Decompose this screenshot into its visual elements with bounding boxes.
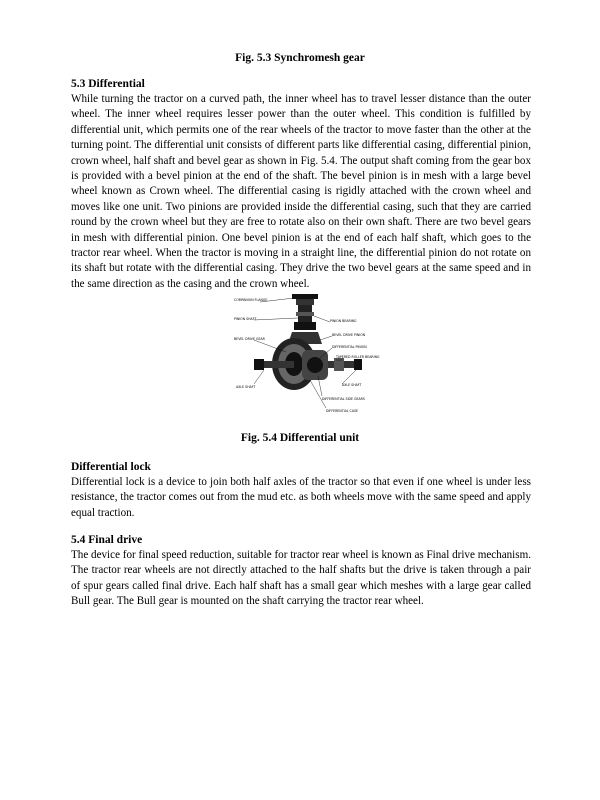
label-differential-pinion: DIFFERENTIAL PINION [332, 345, 367, 349]
fig-5-4-caption: Fig. 5.4 Differential unit [240, 432, 360, 444]
differential-lock-body: Differential lock is a device to join both half axles of the tractor so that even if one wheel is under less resistance, the tractor comes out from the mud etc. as both wheels move with the same speed and apply equal traction. [71, 476, 531, 519]
label-pinion-shaft: PINION SHAFT [234, 317, 257, 321]
differential-unit-illustration [230, 292, 380, 422]
label-differential-side-gears: DIFFERENTIAL SIDE GEARS [322, 397, 365, 401]
label-tapered-roller-bearing: TAPERED ROLLER BEARING [336, 355, 380, 359]
label-axle-shaft-right: AXLE SHAFT [342, 383, 362, 387]
section-5-4-heading: 5.4 Final drive [71, 534, 143, 546]
section-5-4-body: The device for final speed reduction, suitable for tractor rear wheel is known as Final drive mechanism. The tractor rear wheels are not directly attached to the half shafts but the drive is taken through a pair of spur gears called final drive. Each half shaft has a small gear which meshes with a large gear called Bull gear. The Bull gear is mounted on the shaft carrying the tractor rear wheel. [71, 549, 531, 608]
label-bevel-drive-gear: BEVEL DRIVE GEAR [234, 337, 265, 341]
label-differential-case: DIFFERENTIAL CASE [326, 409, 358, 413]
differential-unit-figure [230, 292, 380, 422]
label-bevel-drive-pinion: BEVEL DRIVE PINION [332, 333, 366, 337]
section-5-3-body: While turning the tractor on a curved path, the inner wheel has to travel lesser distance than the outer wheel. The inner wheel requires lesser power than the outer wheel. This condition is fulfilled by differential unit, which permits one of the rear wheels of the tractor to move faster than the other at the turning point. The differential unit consists of different parts like differential casing, differential pinion, crown wheel, half shaft and bevel gear as shown in Fig. 5.4. The output shaft coming from the gear box is provided with a bevel pinion at the end of the shaft. The bevel pinion is in mesh with a large bevel wheel known as Crown wheel. The differential casing is rigidly attached with the crown wheel and moves like one unit. Two pinions are provided inside the differential casing, such that they are carried round by the crown wheel but they are free to rotate also on their own shaft. There are two bevel gears in mesh with differential pinion. One bevel pinion is at the end of each half shaft, which goes to the tractor rear wheel. When the tractor is moving in a straight line, the differential pinion do not rotate on its shaft but rotate with the differential casing. They drive the two bevel gears at the same speed and in the same direction as the casing and the crown wheel. [71, 93, 531, 290]
label-pinion-bearing: PINION BEARING [330, 319, 357, 323]
differential-lock-heading: Differential lock [71, 461, 151, 473]
section-5-3-heading: 5.3 Differential [71, 78, 145, 90]
label-axle-shaft-left: AXLE SHAFT [236, 385, 256, 389]
fig-5-3-caption: Fig. 5.3 Synchromesh gear [235, 52, 365, 64]
label-companion-flange: COMPANION FLANGE [234, 298, 268, 302]
